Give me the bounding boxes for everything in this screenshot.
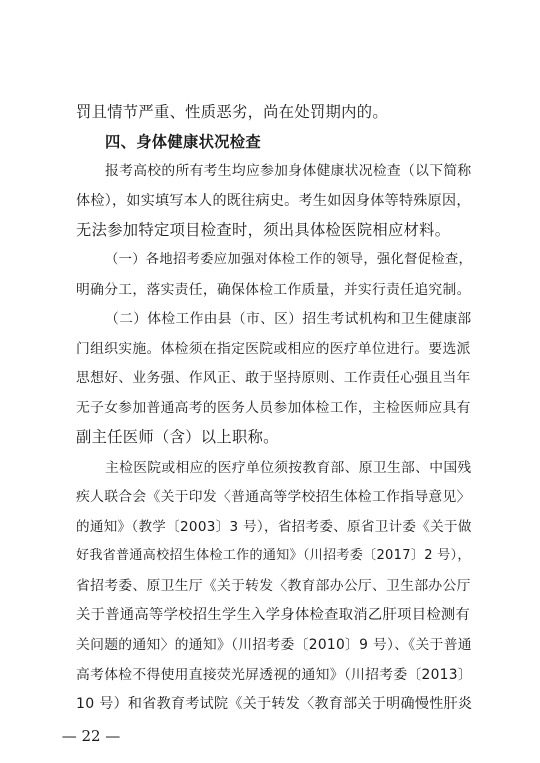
body-text-line: 疾人联合会《关于印发〈普通高等学校招生体检工作指导意见〉 bbox=[76, 489, 471, 505]
body-text-line: 的通知》（教学〔2003〕3 号），省招考委、原省卫计委《关于做 bbox=[76, 519, 472, 535]
body-text-line: 高考体检不得使用直接荧光屏透视的通知》（川招考委〔2013〕 bbox=[76, 667, 472, 683]
body-text-line: 省招考委、原卫生厅《关于转发〈教育部办公厅、卫生部办公厅 bbox=[76, 578, 471, 594]
body-text-line: 关于普通高等学校招生学生入学身体检查取消乙肝项目检测有 bbox=[76, 607, 471, 623]
body-text-line: 无子女参加普通高考的医务人员参加体检工作，主检医师应具有 bbox=[76, 400, 471, 416]
body-text-line: 无法参加特定项目检查时，须出具体检医院相应材料。 bbox=[76, 221, 451, 239]
body-text-line: 副主任医师（含）以上职称。 bbox=[76, 428, 279, 446]
body-text-line: （一）各地招考委应加强对体检工作的领导，强化督促检查， bbox=[105, 252, 473, 267]
body-text-line: 门组织实施。体检须在指定医院或相应的医疗单位进行。要选派 bbox=[76, 341, 471, 357]
page-number: — 22 — bbox=[61, 727, 121, 745]
body-text-line: 好我省普通高校招生体检工作的通知》（川招考委〔2017〕2 号）， bbox=[76, 548, 471, 563]
body-text-line: 体检），如实填写本人的既往病史。考生如因身体等特殊原因， bbox=[76, 193, 471, 209]
body-text-line: 罚且情节严重、性质恶劣，尚在处罚期内的。 bbox=[76, 103, 388, 121]
section-heading: 四、身体健康状况检查 bbox=[105, 133, 261, 151]
body-text-line: 关问题的通知〉的通知》（川招考委〔2010〕9 号）、《关于普通 bbox=[76, 637, 472, 653]
body-text-line: 思想好、业务强、作风正、敢于坚持原则、工作责任心强且当年 bbox=[76, 370, 471, 386]
body-text-line: （二）体检工作由县（市、区）招生考试机构和卫生健康部 bbox=[105, 311, 472, 327]
body-text-line: 明确分工，落实责任，确保体检工作质量，并实行责任追究制。 bbox=[76, 282, 471, 298]
body-text-line: 主检医院或相应的医疗单位须按教育部、原卫生部、中国残 bbox=[105, 460, 472, 476]
body-text-line: 10 号）和省教育考试院《关于转发〈教育部关于明确慢性肝炎 bbox=[76, 696, 473, 712]
body-text-line: 报考高校的所有考生均应参加身体健康状况检查（以下简称 bbox=[105, 163, 472, 179]
